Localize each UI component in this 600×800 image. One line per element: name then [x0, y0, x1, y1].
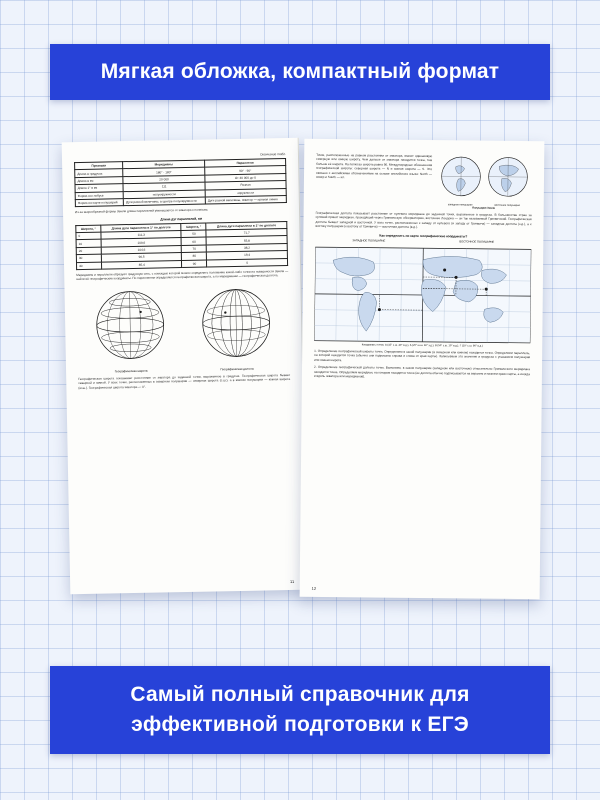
table-arc-lengths — [75, 221, 288, 270]
book-page-right — [300, 139, 545, 599]
table-header-cell: Признаки — [75, 162, 123, 170]
paragraph-parallel-length: Из-за шарообразной формы Земли длина параллелей уменьшается от экватора к полюсам. — [74, 207, 209, 215]
table-cell: 90° · 90° — [205, 166, 286, 175]
table-cell: Форма на карте полушарий — [75, 199, 123, 207]
table-header-cell: Широта, ° — [181, 223, 206, 231]
table-cell: 20 000 — [123, 175, 205, 184]
table-header-cell: Длина дуги параллели в 1° по долготе — [101, 223, 182, 232]
instruction-item-longitude: 2. Определение географической долготы точек. Выясняем, в каком полушарии (западном или восточном) относительно Гринвичского меридиана находится точка. Определяем меридиан, на котором находится точка (их долгота обычно подписывается на верхнем и нижнем краях карты, а иногда и вдоль экватора или меридианов). — [313, 365, 531, 379]
table-cell: 71,7 — [206, 229, 287, 238]
globe-longitude-diagram — [197, 284, 274, 361]
table-cell: Дуги разной величины, в центре полуокружности — [124, 197, 206, 206]
instruction-item-latitude: 1. Определение географической широты точек. Определяем в какой полушарии (в северном или южном) находится точка. Определяем параллель, на которой находится точка (обычно они подписаны справа и слева от края карты). Записываем это значение и градусах с указанием полушария или южная широта. — [314, 348, 531, 363]
table-header-cell: Широта, ° — [76, 225, 101, 233]
paragraph-degree-network: Меридианы и параллели образуют градусную сеть, с помощью которой можно определить положение какой-либо точки на поверхности Земли — найти её географические координаты. По параллелям определяется географическая широта, а по меридианам — географическая долгота. — [76, 268, 289, 282]
latitude-longitude-figures — [76, 284, 290, 374]
section-title-how-to-determine: Как определить по карте географические координаты? — [379, 233, 468, 239]
table-cell: 104,6 — [101, 245, 182, 254]
paragraph-latitude-definition: Географическая широта показывает расстояние от экватора до заданной точки, выраженное в градусах. Географическая широта бывает северной и южной. У всех точек, расположенных в северном полушарии — северная широта (с.ш.), а в южном полушарии — южная широта (ю.ш.). Географическая широта экватора — 0°. — [78, 372, 291, 390]
paragraph-longitude-definition: Географическая долгота показывает расстояние от нулевого меридиана до заданной точки, выраженное в градусах. В большинстве стран за нулевой принят меридиан, проходящий через Гринвичскую обсерваторию, восточнее Лондона — он так называемый Гринвичский. Географическая долгота бывает западной и восточной. У всех точек, расположенных к западу от нулевого (и западу от Гринвича) — западная долгота (з.д.), а к востоку полушарии (к востоку от Гринвича) — восточная долгота (в.д.). — [315, 210, 532, 230]
table-header-cell: Меридианы — [123, 160, 205, 169]
table-cell: 80 — [182, 252, 207, 260]
table-header-cell: Параллели — [205, 159, 286, 168]
table-cell: 30 — [76, 254, 101, 262]
table-cell: 111 — [123, 182, 205, 191]
table2-title: Длина дуг параллелей, км — [160, 216, 202, 222]
table-cell: 50 — [181, 230, 206, 238]
world-map-figure — [314, 246, 531, 348]
table-cell: 20 — [76, 247, 101, 255]
bottom-banner — [50, 666, 550, 754]
continuation-note: Окончание табл. — [259, 152, 286, 157]
map-caption: Координаты точек: А (45° с.ш. 40° в.д.), Б (20° ю.ш. 60° з.д.), В (50° с.ш. 10° в.д.), Г (10° с.ш. 90° в.д.) — [361, 343, 483, 348]
table-cell: 70 — [182, 245, 207, 253]
table-cell: 60 — [182, 238, 207, 246]
table-cell: 38,2 — [207, 243, 288, 252]
top-banner: Мягкая обложка, компактный формат — [50, 44, 550, 100]
book-page-left — [62, 138, 308, 594]
map-label-western-hemisphere: ЗАПАДНОЕ ПОЛУШАРИЕ — [352, 239, 386, 243]
globe-label-eastern: восточное полушарие — [494, 203, 520, 208]
table-cell: 111,3 — [101, 231, 182, 240]
table-cell: 180° · 180° — [123, 167, 205, 176]
table-cell: 55,8 — [207, 236, 288, 245]
table-cell: 0 — [76, 232, 101, 240]
table-cell: Длина 1° в км — [75, 184, 123, 192]
book-spread — [48, 140, 556, 630]
table-cell: Дуги разной величины, экватор — прямая линия — [205, 195, 286, 204]
bottom-banner-line2: эффективной подготовки к ЕГЭ — [131, 713, 469, 736]
table-cell: 109,6 — [101, 238, 182, 247]
globe-eastern-hemisphere-icon — [485, 155, 529, 199]
table-cell: 90 — [182, 260, 207, 268]
world-map-graphic — [314, 246, 531, 344]
table-cell: 40 — [76, 262, 101, 270]
table-cell: 85,4 — [101, 260, 182, 269]
page-number-right: 12 — [311, 585, 317, 591]
table-cell: Длина в градусах — [75, 169, 123, 177]
map-label-eastern-hemisphere: ВОСТОЧНОЕ ПОЛУШАРИЕ — [459, 240, 495, 244]
globe-latitude-diagram — [91, 286, 168, 363]
table-cell: 10 — [76, 240, 101, 248]
table-header-cell: Длина дуги параллели в 1° по долготе — [206, 221, 287, 230]
globe-western-hemisphere-icon — [438, 154, 482, 198]
table-cell: 19,4 — [207, 251, 288, 260]
figure-caption-latitude: Географическая широта — [114, 368, 148, 374]
table-cell: Длина в км — [75, 176, 123, 184]
bottom-banner-line1: Самый полный справочник для — [130, 683, 470, 706]
table-cell: 0 — [207, 258, 288, 267]
table-cell: Форма на глобусе — [75, 191, 123, 199]
page-number-left: 11 — [289, 578, 295, 585]
figure-caption-longitude: Географическая долгота — [220, 366, 254, 372]
paragraph-latitude-intl: Точки, расположенные на равном расстоянии от экватора, имеют одинаковую северную или южную широту. Чем дальше от экватора находится точка, тем больше её широта. На полюсах широта равна 90. Международные обозначения географической широты: северная широта — N и южная широта — S. Это связано с английскими обозначениями на основе английского языка: North — север и South — юг. — [315, 152, 433, 180]
table-cell: окружности — [205, 188, 286, 197]
table-cell: От 40 000 до 0 — [205, 173, 286, 182]
table-cell: Разная — [205, 181, 286, 190]
table-cell: 96,5 — [101, 253, 182, 262]
table-meridians-parallels — [74, 158, 287, 207]
figure-title-hemispheres: Полушария Земли — [472, 206, 496, 210]
table-cell: полуокружности — [123, 190, 205, 199]
globe-label-western: западное полушарие — [447, 203, 473, 207]
